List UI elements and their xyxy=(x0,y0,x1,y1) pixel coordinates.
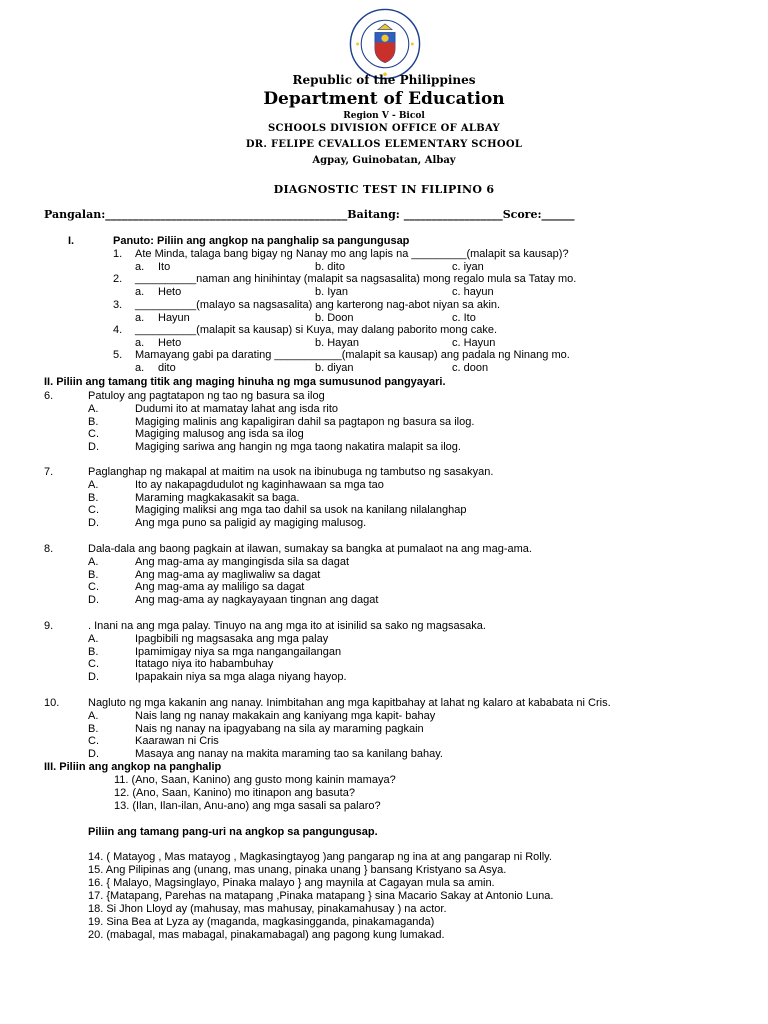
question-text: Dala-dala ang baong pagkain at ilawan, sumakay sa bangka at pumalaot na ang mag-ama. xyxy=(88,543,532,555)
choice-option[interactable]: Ang mga puno sa paligid ay magiging malusog. xyxy=(135,517,367,530)
department-title: Department of Education xyxy=(263,89,505,109)
choice-b[interactable]: b. Doon xyxy=(315,312,354,324)
question-text: . Inani na ang mga palay. Tinuyo na ang mga ito at isinilid sa sako ng magsasaka. xyxy=(88,620,486,632)
choice-b[interactable]: b. dito xyxy=(315,261,345,273)
choice-option[interactable]: Magiging sariwa ang hangin ng mga taong nakatira malapit sa ilog. xyxy=(135,441,461,454)
question-item: 17. {Matapang, Parehas na matapang ,Pinaka matapang } sina Macario Sakay at Antonio Luna. xyxy=(88,890,554,902)
question-item: 12. (Ano, Saan, Kanino) mo itinapon ang basuta? xyxy=(114,787,355,799)
choice-a[interactable]: Heto xyxy=(158,286,182,298)
choice-option[interactable]: Itatago niya ito habambuhay xyxy=(135,658,274,671)
adjective-subheading: Piliin ang tamang pang-uri na angkop sa pangungusap. xyxy=(88,826,378,838)
question-number: 1. xyxy=(113,248,123,260)
part1-number: I. xyxy=(68,235,75,247)
school-name: DR. FELIPE CEVALLOS ELEMENTARY SCHOOL xyxy=(245,139,523,150)
choice-b[interactable]: b. Iyan xyxy=(315,286,349,298)
question-item: 13. (Ilan, Ilan-ilan, Anu-ano) ang mga sasali sa palaro? xyxy=(114,800,381,812)
part1-heading: Panuto: Piliin ang angkop na panghalip sa pangungusap xyxy=(113,235,410,247)
division-text: SCHOOLS DIVISION OFFICE OF ALBAY xyxy=(268,123,500,134)
score-blank[interactable]: ______ xyxy=(541,208,575,221)
choice-letter: a. xyxy=(135,362,145,374)
choice-option[interactable]: Magiging malusog ang isda sa ilog xyxy=(135,428,304,441)
choice-letter: B. xyxy=(88,415,99,428)
question-number: 4. xyxy=(113,324,123,336)
question-item: 18. Si Jhon Lloyd ay (mahusay, mas mahusay, pinakamahusay ) na actor. xyxy=(88,903,447,915)
question-text: Paglanghap ng makapal at maitim na usok na ibinubuga ng tambutso ng sasakyan. xyxy=(88,466,494,478)
choice-letter: C. xyxy=(88,735,99,748)
choice-b[interactable]: b. diyan xyxy=(315,362,354,374)
question-item: 16. { Malayo, Magsinglayo, Pinaka malayo } ang maynila at Cagayan mula sa amin. xyxy=(88,877,495,889)
choice-letter: A. xyxy=(88,556,99,568)
choice-option[interactable]: Magiging maliksi ang mga tao dahil sa usok na kanilang nilalanghap xyxy=(135,504,467,517)
choice-c[interactable]: c. hayun xyxy=(452,286,494,298)
question-item: 19. Sina Bea at Lyza ay (maganda, magkasingganda, pinakamaganda) xyxy=(88,916,435,928)
choice-option[interactable]: Ipamimigay niya sa mga nangangailangan xyxy=(135,645,342,658)
choice-option[interactable]: Nais lang ng nanay makakain ang kaniyang mga kapit- bahay xyxy=(135,710,436,722)
choice-letter: C. xyxy=(88,581,99,594)
question-number: 6. xyxy=(44,390,54,402)
choice-letter: D. xyxy=(88,748,99,761)
question-item: 11. (Ano, Saan, Kanino) ang gusto mong kainin mamaya? xyxy=(114,774,396,786)
question-text: Mamayang gabi pa darating ___________(malapit sa kausap) ang padala ng Ninang mo. xyxy=(135,349,570,361)
question-number: 7. xyxy=(44,466,54,478)
choice-letter: C. xyxy=(88,658,99,671)
choice-letter: B. xyxy=(88,645,99,658)
question-item: 14. ( Matayog , Mas matayog , Magkasingtayog )ang pangarap ng ina at ang pangarap ni Rolly. xyxy=(88,851,552,863)
choice-c[interactable]: c. Hayun xyxy=(452,337,496,349)
choice-a[interactable]: Hayun xyxy=(158,312,190,324)
choice-letter: D. xyxy=(88,671,99,684)
choice-c[interactable]: c. Ito xyxy=(452,312,476,324)
choice-letter: D. xyxy=(88,517,99,530)
choice-a[interactable]: dito xyxy=(158,362,176,374)
choice-option[interactable]: Magiging malinis ang kapaligiran dahil sa pagtapon ng basura sa ilog. xyxy=(135,415,475,428)
choice-letter: B. xyxy=(88,568,99,581)
question-number: 9. xyxy=(44,620,54,632)
choice-option[interactable]: Ang mag-ama ay maliligo sa dagat xyxy=(135,581,305,594)
info-fields-row xyxy=(44,208,575,221)
choice-letter: a. xyxy=(135,337,145,349)
choice-letter: A. xyxy=(88,710,99,722)
score-label: Score: xyxy=(502,208,542,221)
choice-a[interactable]: Heto xyxy=(158,337,182,349)
choice-letter: B. xyxy=(88,722,99,735)
choice-b[interactable]: b. Hayan xyxy=(315,337,360,349)
choice-c[interactable]: c. doon xyxy=(452,362,489,374)
choice-letter: D. xyxy=(88,594,99,607)
choice-option[interactable]: Masaya ang nanay na makita maraming tao sa kanilang bahay. xyxy=(135,748,443,761)
choice-option[interactable]: Ang mag-ama ay nagkayayaan tingnan ang dagat xyxy=(135,594,379,607)
grade-label: Baitang: xyxy=(347,208,400,221)
choice-letter: D. xyxy=(88,441,99,454)
choice-option[interactable]: Kaarawan ni Cris xyxy=(135,735,219,748)
choice-option[interactable]: Ipagbibili ng magsasaka ang mga palay xyxy=(135,633,329,645)
choice-letter: C. xyxy=(88,428,99,441)
choice-letter: a. xyxy=(135,286,145,298)
question-number: 10. xyxy=(44,697,60,709)
choice-option[interactable]: Ang mag-ama ay mangingisda sila sa dagat xyxy=(135,556,350,568)
choice-option[interactable]: Ang mag-ama ay magliwaliw sa dagat xyxy=(135,568,321,581)
question-text: __________naman ang hinihintay (malapit sa nagsasalita) mong regalo mula sa Tatay mo. xyxy=(135,273,577,285)
choice-letter: B. xyxy=(88,491,99,504)
question-number: 8. xyxy=(44,543,54,555)
question-text: Nagluto ng mga kakanin ang nanay. Inimbitahan ang mga kapitbahay at lahat ng kalaro at kababata ni Cris. xyxy=(88,697,611,709)
question-text: __________(malayo sa nagsasalita) ang karterong nag-abot niyan sa akin. xyxy=(135,299,501,311)
choice-letter: C. xyxy=(88,504,99,517)
choice-option[interactable]: Maraming magkakasakit sa baga. xyxy=(135,491,300,504)
choice-letter: A. xyxy=(88,633,99,645)
question-item: 20. (mabagal, mas mabagal, pinakamabagal) ang pagong kung lumakad. xyxy=(88,929,445,941)
choice-option[interactable]: Ito ay nakapagdudulot ng kaginhawaan sa mga tao xyxy=(135,479,384,491)
question-text: Patuloy ang pagtatapon ng tao ng basura sa ilog xyxy=(88,390,325,402)
choice-option[interactable]: Ipapakain niya sa mga alaga niyang hayop. xyxy=(135,671,347,684)
question-text: Ate Minda, talaga bang bigay ng Nanay mo ang lapis na _________(malapit sa kausap)? xyxy=(135,248,569,260)
choice-letter: a. xyxy=(135,312,145,324)
name-label: Pangalan: xyxy=(44,208,106,221)
choice-letter: A. xyxy=(88,403,99,415)
question-number: 2. xyxy=(113,273,123,285)
question-item: 15. Ang Pilipinas ang (unang, mas unang, pinaka unang } bansang Kristyano sa Asya. xyxy=(88,864,507,876)
choice-letter: A. xyxy=(88,479,99,491)
test-title: DIAGNOSTIC TEST IN FILIPINO 6 xyxy=(273,183,495,196)
part3-heading: III. Piliin ang angkop na panghalip xyxy=(44,761,222,773)
name-blank[interactable]: ____________________________________________ xyxy=(105,208,348,221)
choice-option[interactable]: Dudumi ito at mamatay lahat ang isda rito xyxy=(135,403,338,415)
question-number: 5. xyxy=(113,349,123,361)
choice-letter: a. xyxy=(135,261,145,273)
choice-option[interactable]: Nais ng nanay na ipagyabang na sila ay maraming pagkain xyxy=(135,722,424,735)
deped-seal-logo xyxy=(349,8,421,80)
school-address: Agpay, Guinobatan, Albay xyxy=(312,155,456,166)
region-text: Region V - Bicol xyxy=(343,111,425,121)
part2-heading: II. Piliin ang tamang titik ang maging hinuha ng mga sumusunod pangyayari. xyxy=(44,376,446,388)
grade-blank[interactable]: __________________ xyxy=(403,208,503,221)
republic-text: Republic of the Philippines xyxy=(292,73,476,87)
choice-c[interactable]: c. iyan xyxy=(452,261,484,273)
question-number: 3. xyxy=(113,299,123,311)
question-text: __________(malapit sa kausap) si Kuya, may dalang paborito mong cake. xyxy=(135,324,498,336)
choice-a[interactable]: Ito xyxy=(158,261,171,273)
